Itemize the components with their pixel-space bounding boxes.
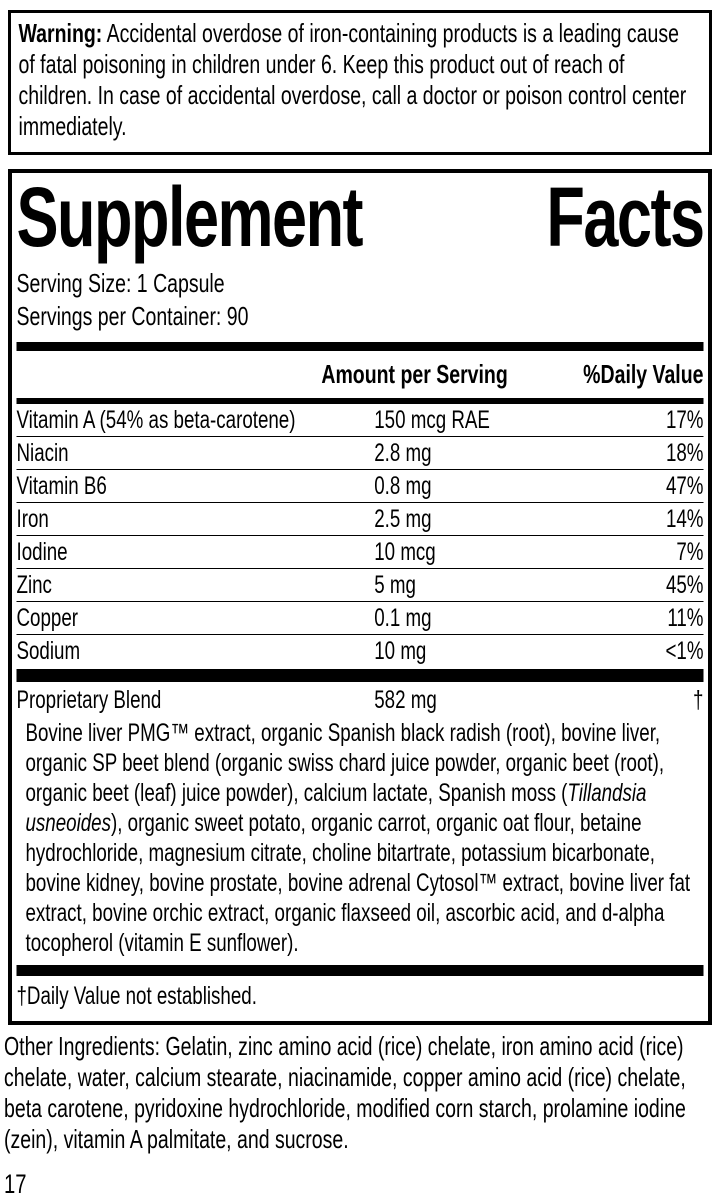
table-row-copper (17, 601, 704, 634)
divider-bar-above-footnote (17, 965, 704, 976)
supplement-facts-box (8, 169, 712, 1025)
divider-bar-thick-top (17, 342, 704, 351)
nutrient-amount: 5 mg (374, 571, 416, 599)
nutrient-amount: 0.8 mg (374, 472, 432, 500)
warning-text-block (11, 13, 709, 152)
serving-size: Serving Size: 1 Capsule (16, 268, 225, 298)
other-ingredients: Other Ingredients: Gelatin, zinc amino acid (rice) chelate, iron amino acid (rice) chelate, water, calcium stearate, niacinamide, copper amino acid (rice) chelate, beta carotene, pyridoxine hydrochloride, modified corn starch, prolamine iodine (zein), vitamin A palmitate, and sucrose. (4, 1031, 686, 1154)
table-row-vitamin-a (17, 404, 704, 436)
title-word-facts: Facts (546, 170, 704, 264)
table-row-sodium (17, 634, 704, 667)
table-row-zinc (17, 568, 704, 601)
nutrient-name: Copper (16, 604, 78, 632)
nutrient-daily-value: 14% (665, 505, 704, 533)
warning-label: Warning: (18, 18, 103, 48)
nutrient-name: Zinc (16, 571, 52, 599)
blend-text-part2: ), organic sweet potato, organic carrot, organic oat flour, betaine hydrochloride, magnesium citrate, choline bitartrate, potassium bicarbonate, bovine kidney, bovine prostate, bovine adrenal Cytosol™ extract, bovine liver fat extract, bovine orchic extract, organic flaxseed oil, ascorbic acid, and d-alpha tocopherol (vitamin E sunflower). (25, 809, 691, 957)
nutrient-daily-value: 47% (665, 472, 704, 500)
nutrient-amount: 10 mg (374, 637, 427, 665)
supplement-facts-inner (12, 170, 708, 1021)
header-daily-value: %Daily Value (583, 359, 704, 389)
nutrient-name: Niacin (16, 439, 69, 467)
proprietary-blend-description (17, 718, 704, 960)
nutrient-name: Sodium (16, 637, 81, 665)
warning-text: Accidental overdose of iron-containing products is a leading cause of fatal poisoning in children under 6. Keep this product out of reach of children. In case of accidental overdose, call a doctor or poison control center immediately. (18, 18, 687, 141)
daily-value-footnote: †Daily Value not established. (16, 982, 257, 1010)
nutrient-amount: 150 mcg RAE (374, 406, 490, 434)
nutrient-name: Iodine (16, 538, 68, 566)
title-word-supplement: Supplement (16, 170, 363, 264)
bottom-section (4, 1031, 712, 1199)
nutrient-daily-value: 17% (665, 406, 704, 434)
supplement-facts-title (16, 170, 704, 264)
nutrient-daily-value: 45% (665, 571, 704, 599)
blend-text-part1: Bovine liver PMG™ extract, organic Spanish black radish (root), bovine liver, organic SP beet blend (organic swiss chard juice powder, organic beet (root), organic beet (leaf) juice powder), calcium lactate, Spanish moss ( (25, 719, 665, 807)
nutrient-name: Vitamin B6 (16, 472, 107, 500)
table-row-niacin (17, 436, 704, 469)
nutrient-amount: 582 mg (374, 686, 437, 714)
page-number: 17 (4, 1169, 27, 1199)
table-row-proprietary-blend (17, 682, 704, 718)
nutrient-amount: 2.5 mg (374, 505, 432, 533)
servings-per-container: Servings per Container: 90 (16, 301, 249, 331)
nutrient-amount: 2.8 mg (374, 439, 432, 467)
nutrient-amount: 10 mcg (374, 538, 436, 566)
warning-box (8, 10, 712, 155)
nutrient-daily-value: 7% (676, 538, 704, 566)
nutrient-name: Vitamin A (54% as beta-carotene) (16, 406, 296, 434)
table-row-vitamin-b6 (17, 469, 704, 502)
dagger-symbol: † (693, 686, 704, 714)
nutrient-daily-value: 11% (667, 604, 704, 632)
header-amount-per-serving: Amount per Serving (321, 359, 508, 389)
nutrient-name: Proprietary Blend (16, 686, 162, 714)
nutrient-name: Iron (16, 505, 49, 533)
divider-bar-above-proprietary (17, 669, 704, 682)
nutrient-amount: 0.1 mg (374, 604, 432, 632)
nutrient-daily-value: <1% (665, 637, 704, 665)
table-row-iodine (17, 535, 704, 568)
blend-species-italic: Tillandsia usneoides (25, 779, 647, 837)
table-row-iron (17, 502, 704, 535)
nutrient-daily-value: 18% (665, 439, 704, 467)
table-header-row (17, 351, 704, 398)
